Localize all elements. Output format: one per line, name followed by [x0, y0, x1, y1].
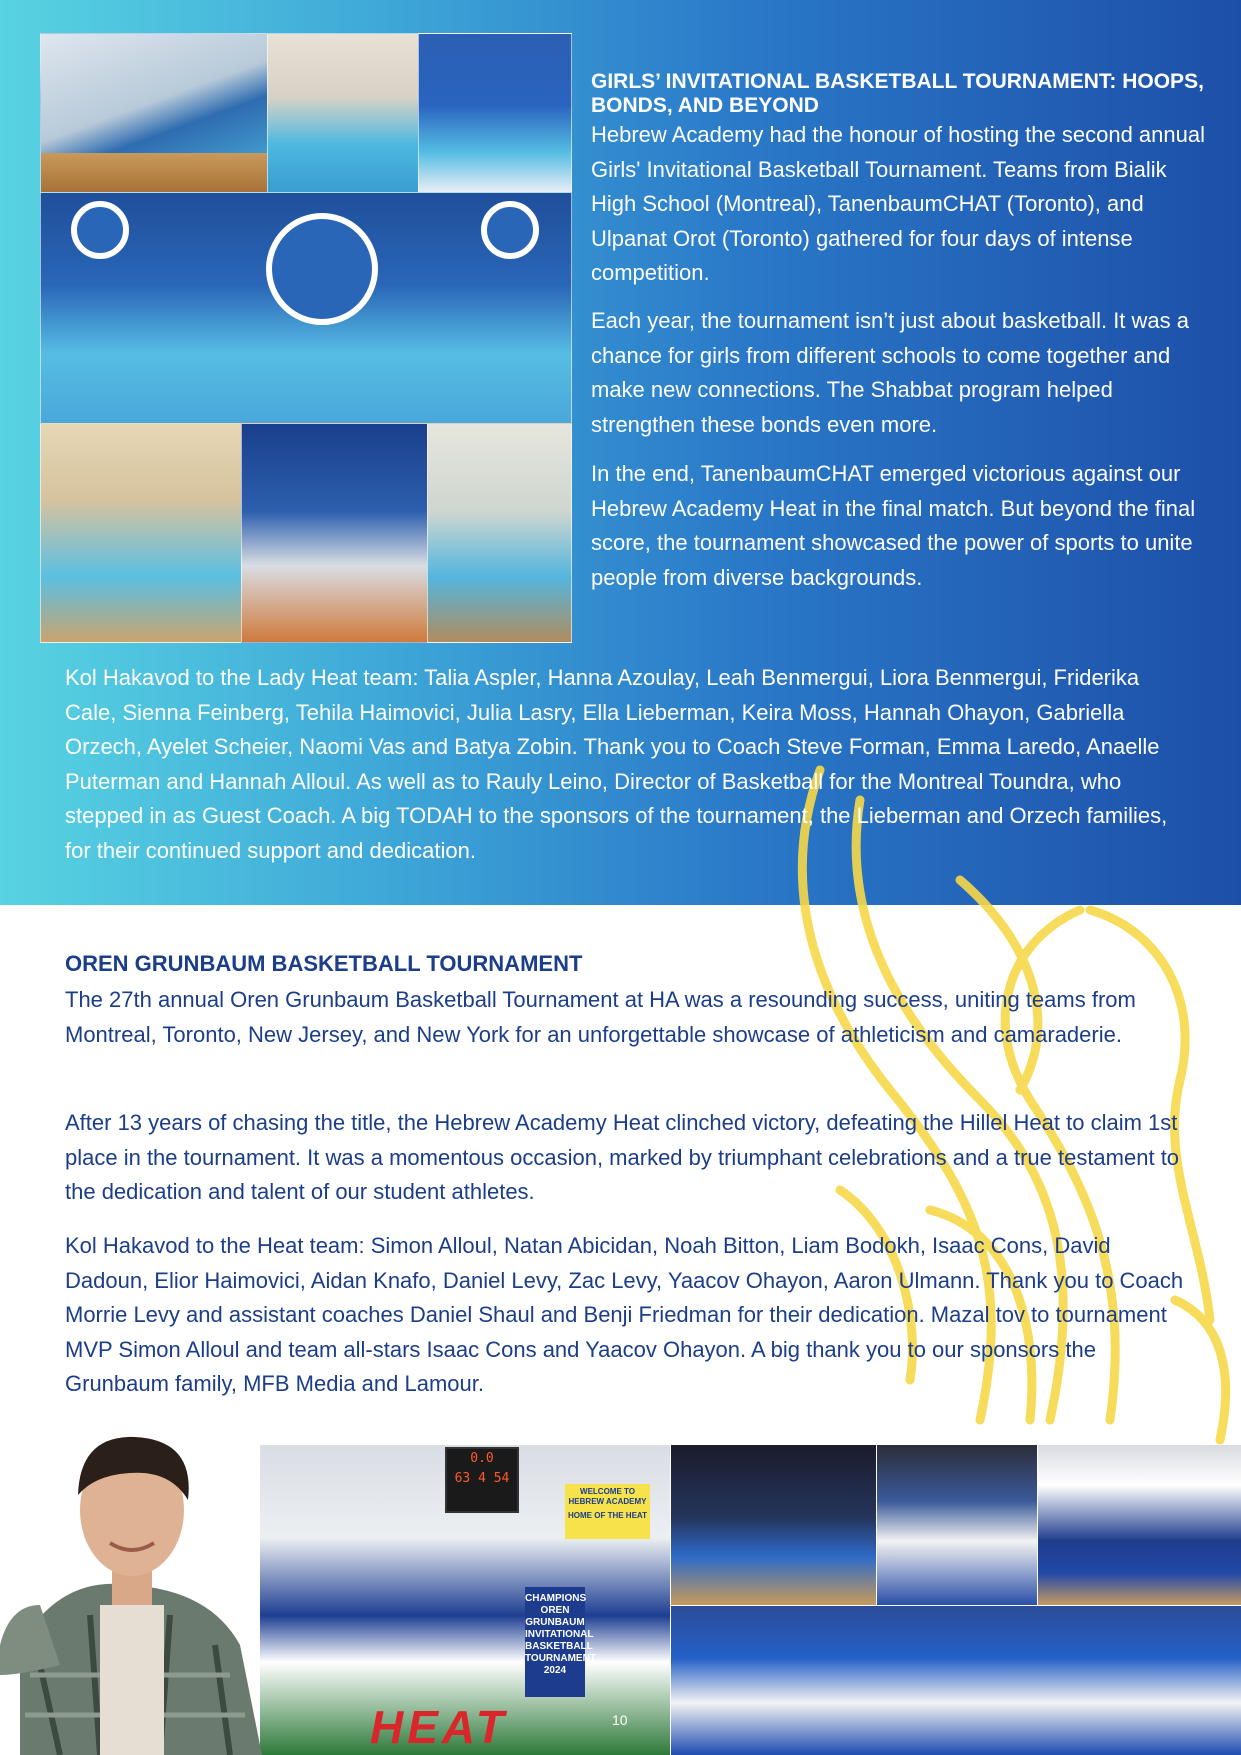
- photo-girls-game-action: [418, 33, 572, 193]
- scoreboard-period: 4: [478, 1471, 486, 1486]
- photo-boys-dunk: [671, 1445, 876, 1605]
- photo-gym-crowd: [1038, 1445, 1241, 1605]
- portrait-photo: [0, 1415, 262, 1755]
- champions-pennant: CHAMPIONS OREN GRUNBAUM INVITATIONAL BASKETBALL TOURNAMENT 2024: [525, 1587, 585, 1697]
- floor-logo: HEAT: [370, 1701, 508, 1753]
- oren-tournament-intro: The 27th annual Oren Grunbaum Basketball Tournament at HA was a resounding success, uniting teams from Montreal, Toronto, New Jersey, and New York for an unforgettable showcase of athleticism and camaraderie.: [65, 987, 1136, 1047]
- welcome-sign: WELCOME TO HEBREW ACADEMY HOME OF THE HEAT: [565, 1484, 650, 1539]
- oren-tournament-victory: After 13 years of chasing the title, the Hebrew Academy Heat clinched victory, defeating the Hillel Heat to claim 1st place in the tournament. It was a momentous occasion, marked by triumphant celebrations and a true testament to the dedication and talent of our student athletes.: [65, 1110, 1180, 1204]
- photo-girls-team-line: [40, 33, 268, 193]
- heat-team-credits: Kol Hakavod to the Heat team: Simon Alloul, Natan Abicidan, Noah Bitton, Liam Bodokh, Isaac Cons, David Dadoun, Elior Haimovici, Aidan Knafo, Daniel Levy, Zac Levy, Yaacov Ohayon, Aaron Ulmann. Thank you to Coach Morrie Levy and assistant coaches Daniel Shaul and Benji Friedman for their dedication. Mazal tov to tournament MVP Simon Alloul and team all-stars Isaac Cons and Yaacov Ohayon. A big thank you to our sponsors the Grunbaum family, MFB Media and Lamour.: [65, 1233, 1184, 1396]
- photo-coach-pointing: [877, 1445, 1037, 1605]
- scoreboard: [445, 1447, 519, 1513]
- oren-tournament-title: OREN GRUNBAUM BASKETBALL TOURNAMENT: [65, 951, 583, 976]
- girls-tournament-result: In the end, TanenbaumCHAT emerged victorious against our Hebrew Academy Heat in the final match. But beyond the final score, the tournament showcased the power of sports to unite people from diverse backgrounds.: [591, 461, 1196, 590]
- girls-tournament-bonds: Each year, the tournament isn’t just about basketball. It was a chance for girls from different schools to come together and make new connections. The Shabbat program helped strengthen these bonds even more.: [591, 308, 1190, 437]
- photo-girls-court: [427, 423, 572, 643]
- lady-heat-team-credits: Kol Hakavod to the Lady Heat team: Talia Aspler, Hanna Azoulay, Leah Benmergui, Liora Benmergui, Friderika Cale, Sienna Feinberg, Tehila Haimovici, Julia Lasry, Ella Lieberman, Keira Moss, Hannah Ohayon, Gabriella Orzech, Ayelet Scheier, Naomi Vas and Batya Zobin. Thank you to Coach Steve Forman, Emma Laredo, Anaelle Puterman and Hannah Alloul. As well as to Rauly Leino, Director of Basketball for the Montreal Toundra, who stepped in as Guest Coach. A big TODAH to the sponsors of the tournament, the Lieberman and Orzech families, for their continued support and dedication.: [65, 665, 1168, 863]
- girls-tournament-intro: Hebrew Academy had the honour of hosting the second annual Girls' Invitational Basketball Tournament. Teams from Bialik High School (Montreal), TanenbaumCHAT (Toronto), and Ulpanat Orot (Toronto) gathered for four days of intense competition.: [591, 122, 1205, 285]
- photo-girls-players: [267, 33, 419, 193]
- photo-girls-dribble: [241, 423, 428, 643]
- photo-lady-heat-team-group: [40, 192, 572, 424]
- page-number: 10: [612, 1712, 628, 1728]
- scoreboard-home: 63: [454, 1471, 471, 1486]
- photo-heat-team-huddle: [671, 1606, 1241, 1755]
- scoreboard-guest: 54: [493, 1471, 510, 1486]
- girls-tournament-title: GIRLS’ INVITATIONAL BASKETBALL TOURNAMENT: HOOPS, BONDS, AND BEYOND: [591, 70, 1204, 117]
- photo-girls-layup: [40, 423, 242, 643]
- scoreboard-clock: 0.0: [470, 1451, 494, 1466]
